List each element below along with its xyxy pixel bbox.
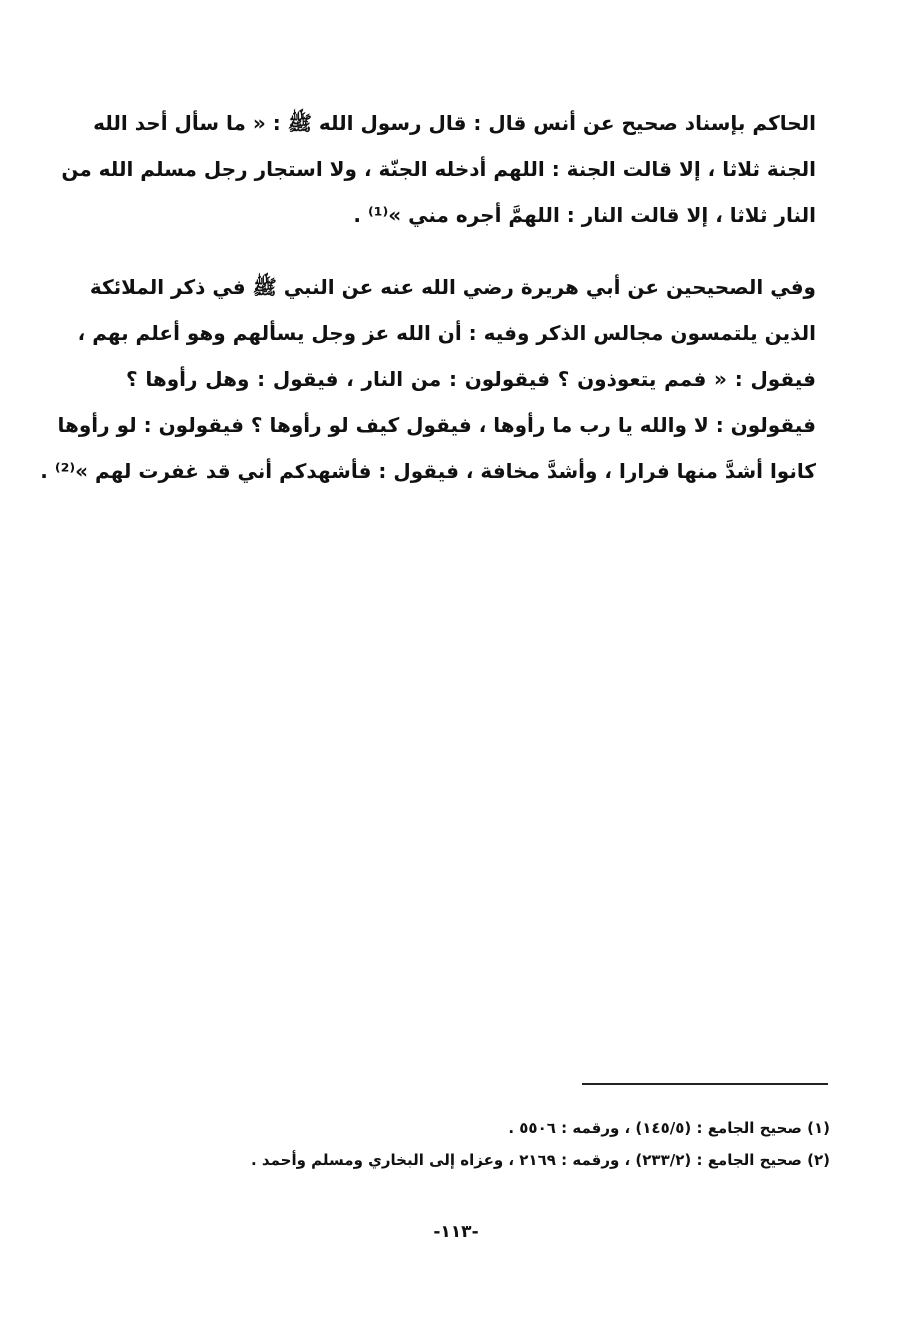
paragraph-1-line-3: النار ثلاثا ، إلا قالت النار : اللهمَّ أجره مني »⁽¹⁾ . xyxy=(353,203,816,227)
paragraph-2-line-2: الذين يلتمسون مجالس الذكر وفيه : أن الله عز وجل يسألهم وهو أعلم بهم ، xyxy=(77,321,816,345)
page-number: -١١٣- xyxy=(433,1222,479,1242)
paragraph-1-line-1: الحاكم بإسناد صحيح عن أنس قال : قال رسول الله ﷺ : « ما سأل أحد الله xyxy=(93,111,816,135)
paragraph-2-line-3: فيقول : « فمم يتعوذون ؟ فيقولون : من النار ، فيقول : وهل رأوها ؟ xyxy=(126,367,816,391)
paragraph-2-line-5: كانوا أشدَّ منها فرارا ، وأشدَّ مخافة ، فيقول : فأشهدكم أني قد غفرت لهم »⁽²⁾ . xyxy=(40,459,816,483)
paragraph-2-line-1: وفي الصحيحين عن أبي هريرة رضي الله عنه عن النبي ﷺ في ذكر الملائكة xyxy=(89,275,816,299)
paragraph-2-line-4: فيقولون : لا والله يا رب ما رأوها ، فيقول كيف لو رأوها ؟ فيقولون : لو رأوها xyxy=(57,413,816,437)
paragraph-1-line-2: الجنة ثلاثا ، إلا قالت الجنة : اللهم أدخله الجنّة ، ولا استجار رجل مسلم الله من xyxy=(61,157,816,181)
footnote-2: (٢) صحيح الجامع : (٢٣٣/٢) ، ورقمه : ٢١٦٩ ، وعزاه إلى البخاري ومسلم وأحمد . xyxy=(251,1151,830,1169)
footnote-separator xyxy=(582,1083,828,1085)
footnote-1: (١) صحيح الجامع : (١٤٥/٥) ، ورقمه : ٥٥٠٦ . xyxy=(508,1119,830,1137)
